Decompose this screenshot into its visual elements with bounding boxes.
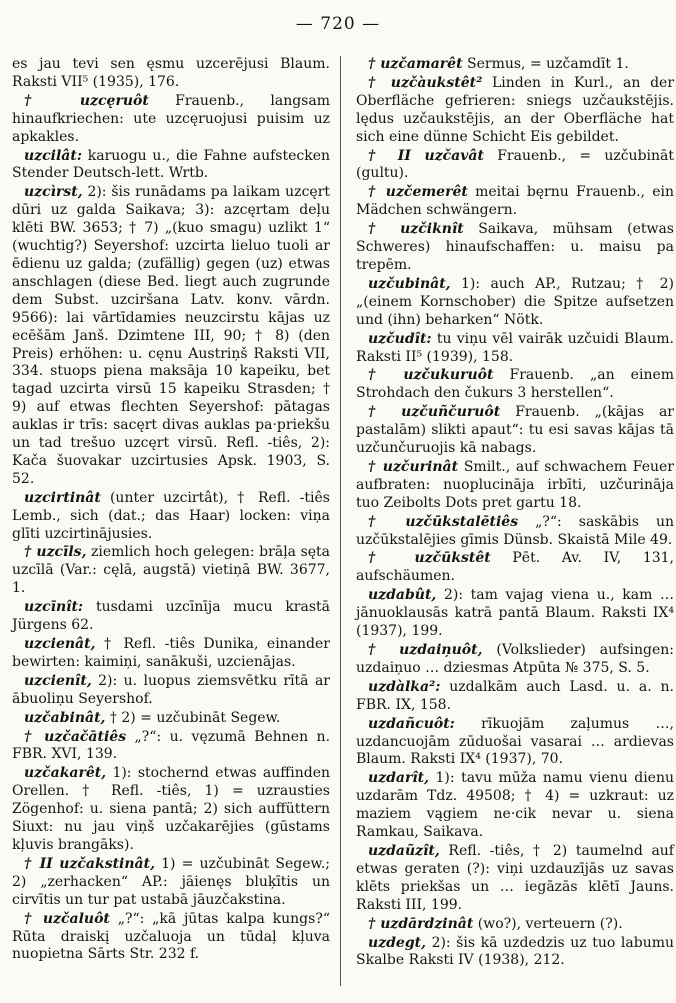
dictionary-entry	[12, 184, 330, 488]
entry-definition: Pēt. Av. IV, 131, aufschäumen.	[356, 550, 674, 585]
entry-definition: 1) = uzčubināt Segew.; 2) „zerhacken“ AP.: jāienęs bluķītis un cirvītis un tur pat ustabā jāuzčakstina.	[12, 855, 330, 908]
entry-headword: uzdarît,	[368, 770, 430, 787]
entry-definition: tu viņu vēl vairāk uzčuidi Blaum. Raksti II⁵ (1939), 158.	[356, 330, 674, 365]
entry-definition: † 2) = uzčubināt Segew.	[109, 709, 281, 726]
dictionary-entry	[12, 490, 330, 544]
entry-headword: † uzčukuruôt	[368, 367, 494, 384]
entry-definition: Frauenb. „an einem Strohdach den čukurs 3 herstellen“.	[356, 367, 675, 402]
entry-headword: † uzčūkstêt	[368, 550, 491, 567]
left-column	[12, 56, 330, 965]
entry-definition: 1): tavu mūža namu vienu dienu uzdarām Tdz. 49508; † 4) = uzkraut: uz maziem vągiem ne·cik nevar u. siena Ramkau, Saikava.	[356, 770, 675, 841]
dictionary-entry	[356, 770, 674, 842]
dictionary-entry	[12, 710, 330, 728]
entry-headword: † uzčiknît	[368, 221, 464, 238]
entry-definition: Frauenb., = uzčubināt (gultu).	[356, 147, 675, 182]
entry-definition: 2): tam vajag viena u., kam … jānuoklausās katrā pantā Blaum. Raksti IX⁴ (1937), 199.	[356, 587, 675, 640]
dictionary-entry	[356, 331, 674, 367]
entry-headword: † uzčàukstêt²	[368, 74, 483, 91]
entry-headword: uzdegt,	[368, 934, 426, 951]
dictionary-entry	[356, 221, 674, 275]
dictionary-entry	[356, 404, 674, 458]
entry-headword: † uzdārdzinât	[368, 915, 474, 932]
entry-definition: 1): auch AP., Rutzau; † 2) „(einem Kornschober) die Spitze aufsetzen und (ihn) beharken“ Nötk.	[356, 275, 674, 328]
dictionary-entry	[356, 514, 674, 550]
entry-headword: uzčabinât,	[24, 709, 106, 726]
dictionary-entry	[12, 765, 330, 855]
dictionary-entry	[12, 93, 330, 147]
entry-headword: † uzčamarêt	[368, 56, 463, 72]
entry-definition: ziemlich hoch gelegen: brāļa sęta uzcīlā (Var.: cęlā, augstā) vietiņā BW. 3677, 1.	[12, 544, 331, 597]
column-divider	[340, 56, 341, 986]
entry-definition: rīkuojām zaļumus …, uzdancuojām zūduošai vasarai … ardievas Blaum. Raksti IX⁴ (1937), 70.	[356, 715, 675, 768]
dictionary-entry	[356, 716, 674, 770]
entry-definition: meitai bęrnu Frauenb., ein Mädchen schwängern.	[356, 184, 674, 219]
entry-headword: uzcirtinât	[24, 489, 101, 506]
entry-definition: Refl. -tiês, † 2) taumelnd auf etwas geraten (?): viņi uzdauzījās uz savas klēts priekšas un … iegāzās klētī Jauns. Raksti III, 199.	[356, 842, 674, 913]
entry-headword: † uzčūkstalētiês	[368, 513, 519, 530]
entry-headword: uzdàlka²:	[368, 678, 441, 695]
entry-definition: Frauenb., langsam hinaufkriechen: ute uzcęruojusi puisim uz apkakles.	[12, 92, 330, 145]
entry-definition: Linden in Kurl., an der Oberfläche gefrieren: sniegs uzčaukstējis. lędus uzčaukstējis, an der Oberfläche hat sich eine dünne Schicht Eis gebildet.	[356, 74, 675, 145]
dictionary-entry	[356, 587, 674, 641]
entry-headword: uzčudît:	[368, 330, 432, 347]
entry-headword: uzdabût,	[368, 587, 437, 604]
entry-definition: (wo?), verteuern (?).	[477, 915, 623, 932]
entry-headword: uzčubinât,	[368, 275, 451, 292]
dictionary-entry	[356, 367, 674, 403]
dictionary-entry	[356, 843, 674, 915]
entry-headword: † II uzčakstinât,	[24, 855, 155, 872]
dictionary-entry	[356, 148, 674, 184]
dictionary-entry	[12, 911, 330, 965]
dictionary-entry	[356, 56, 674, 74]
entry-headword: † uzcīls,	[24, 544, 87, 561]
entry-headword: uzcìrst,	[24, 184, 83, 201]
dictionary-entry	[12, 856, 330, 910]
dictionary-entry	[12, 56, 330, 92]
entry-definition: 2): u. luopus ziemsvētku rītā ar ābuoliņu Seyershof.	[12, 672, 330, 707]
entry-headword: uzdaũzît,	[368, 842, 440, 859]
entry-headword: † II uzčavât	[368, 147, 484, 164]
entry-definition: „?“: u. vęzumā Behnen n. FBR. XVI, 139.	[12, 728, 331, 763]
entry-definition: 2): šis kā uzdedzis uz tuo labumu Skalbe Raksti IV (1938), 212.	[356, 934, 675, 969]
dictionary-entry	[12, 636, 330, 672]
entry-headword: † uzcęruôt	[24, 92, 149, 109]
entry-definition: † Refl. -tiês Dunika, einander bewirten: kaimiņi, sanākuši, uzcienājas.	[12, 636, 330, 670]
entry-headword: uzdañcuôt:	[368, 715, 455, 732]
entry-definition: uzdalkām auch Lasd. u. a. n. FBR. IX, 158.	[356, 678, 674, 713]
entry-headword: uzcilât:	[24, 147, 82, 164]
dictionary-entry	[356, 642, 674, 678]
entry-definition: es jau tevi sen ęsmu uzcerējusi Blaum. Raksti VII⁵ (1935), 176.	[12, 56, 330, 90]
dictionary-entry	[356, 916, 674, 934]
entry-definition: (unter uzcirtât), † Refl. -tiês Lemb., sich (dat.; das Haar) locken: viņa glīti uzcirtinājusies.	[12, 489, 330, 542]
entry-headword: † uzčemerêt	[368, 184, 468, 201]
dictionary-entry	[356, 679, 674, 715]
dictionary-entry	[12, 673, 330, 709]
entry-headword: † uzčaluôt	[24, 910, 110, 927]
dictionary-entry	[12, 148, 330, 184]
entry-definition: 2): šis runādams pa laikam uzcęrt dūri uz galda Saikava; 3): azcęrtam deļu klēti BW. 3653; † 7) „(kuo smagu) uzlikt 1“ (wuchtig?) Seyershof: uzcirta lieluo tuoli ar ēdienu uz galda; (zufällig) gegen (uz) etwas anschlagen (diese Bed. liegt auch zugrunde dem Subst. uzciršana Latv. konv. vārdn. 9566): lai vārtīdamies neuzcirstu kājas uz ecēšām Janš. Dzimtene III, 90; † 8) (den Preis) erhöhen: u. cęnu Austriņš Raksti VII, 334. stuops piena maksāja 10 kapeiku, bet tagad uzcirta virsū 15 kapeiku Strasden; † 9) auf etwas flechten Seyershof: pātagas auklas ir trīs: sacęrt divas auklas pa·priekšu un tad trešuo uzcęrt virsū. Refl. -tiês, 2): Kača šuovakar uzcirtusies Apsk. 1903, S. 52.	[12, 184, 331, 487]
entry-definition: Sermus, = uzčamdīt 1.	[467, 56, 629, 72]
dictionary-entry	[356, 459, 674, 513]
dictionary-entry	[356, 75, 674, 147]
dictionary-entry	[356, 550, 674, 586]
entry-definition: (Volkslieder) aufsingen: uzdaiņuo … dziesmas Atpūta № 375, S. 5.	[356, 642, 674, 676]
entry-headword: uzcīnît:	[24, 599, 84, 616]
entry-definition: Frauenb. „(kājas ar pastalām) slikti apaut“: tu esi savas kājas tā uzčunčuruojis kā nabags.	[356, 404, 674, 457]
dictionary-entry	[356, 935, 674, 971]
entry-headword: † uzčuñčuruôt	[368, 404, 501, 421]
dictionary-entry	[12, 729, 330, 765]
entry-definition: Smilt., auf schwachem Feuer aufbraten: nuoplucināja irbīti, uzčurināja tuo Zeibolts Dots pret gartu 18.	[356, 458, 675, 511]
entry-headword: uzcienît,	[24, 672, 92, 689]
dictionary-entry	[12, 599, 330, 635]
entry-definition: „?“: saskābis un uzčūkstalējies gīmis Dünsb. Skaistā Mile 49.	[356, 513, 674, 548]
entry-headword: uzcienât,	[24, 636, 96, 652]
entry-definition: „?“: „kā jūtas kalpa kungs?“ Rūta draiskį uzčaluoja un tūdaļ kļuva nuopietna Sārts Str. 232 f.	[12, 910, 330, 963]
entry-definition: 1): stochernd etwas auffinden Orellen. † Refl. -tiês, 1) = uzrausties Zögenhof: u. siena pantā; 2) sich auffüttern Siuxt: nu jau viņš uzčakarējies (gūstams kļuvis brangāks).	[12, 765, 330, 853]
entry-definition: Saikava, mühsam (etwas Schweres) hinaufschaffen: u. maisu pa trepēm.	[356, 221, 674, 273]
entry-headword: uzčakarêt,	[24, 765, 107, 782]
page-number: — 720 —	[295, 14, 381, 34]
dictionary-entry	[356, 184, 674, 220]
entry-definition: karuogu u., die Fahne aufstecken Stender Deutsch-lett. Wrtb.	[12, 147, 330, 182]
right-column	[356, 56, 674, 971]
entry-headword: † uzdaiņuôt,	[368, 642, 483, 658]
entry-definition: tusdami uzcīnīja mucu krastā Jürgens 62.	[12, 599, 330, 634]
dictionary-entry	[356, 276, 674, 330]
dictionary-entry	[12, 544, 330, 598]
entry-headword: † uzčurinât	[368, 458, 459, 475]
entry-headword: † uzčačātiês	[24, 728, 127, 745]
